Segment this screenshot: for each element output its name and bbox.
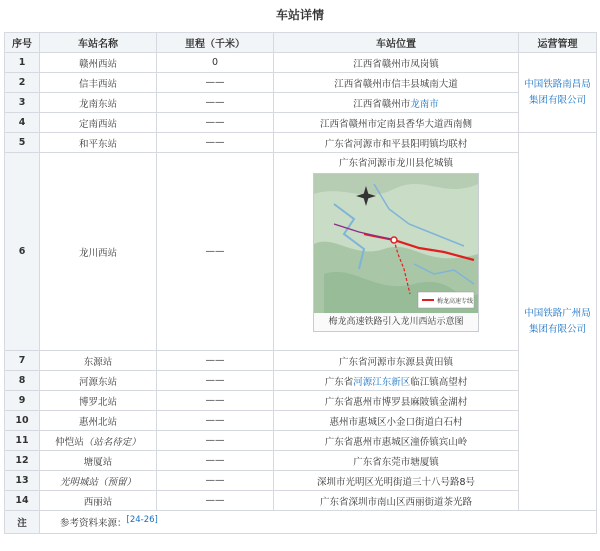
station-km: —— <box>157 411 274 431</box>
table-row <box>5 351 597 371</box>
reference-link[interactable]: [24-26] <box>126 515 158 525</box>
note-label: 注 <box>5 511 40 534</box>
table-row <box>5 113 597 133</box>
section-title: 车站详情 <box>275 8 324 22</box>
map-legend: 梅龙高速专线 <box>437 298 474 305</box>
station-km: —— <box>157 73 274 93</box>
station-km: —— <box>157 113 274 133</box>
station-location: 广东省河源市东源县黄田镇 <box>274 351 519 371</box>
station-km: —— <box>157 93 274 113</box>
station-name: 东源站 <box>40 351 157 371</box>
station-name <box>40 431 157 451</box>
header-name: 车站名称 <box>40 33 157 53</box>
row-number: 1 <box>5 53 40 73</box>
station-km: —— <box>157 451 274 471</box>
location-link[interactable]: 河源江东新区 <box>353 376 411 388</box>
table-row <box>5 411 597 431</box>
operator-guangzhou-link[interactable] <box>519 133 597 511</box>
station-km: —— <box>157 431 274 451</box>
station-location <box>274 371 519 391</box>
station-location: 广东省深圳市南山区西丽街道茶光路 <box>274 491 519 511</box>
table-row <box>5 73 597 93</box>
table-row <box>5 93 597 113</box>
table-row <box>5 471 597 491</box>
station-name: 河源东站 <box>40 371 157 391</box>
station-km: —— <box>157 471 274 491</box>
station-km: —— <box>157 351 274 371</box>
table-row <box>5 371 597 391</box>
table-row <box>5 491 597 511</box>
station-location: 广东省河源市和平县阳明镇均联村 <box>274 133 519 153</box>
table-row <box>5 133 597 153</box>
station-km: 0 <box>157 53 274 73</box>
table-row <box>5 391 597 411</box>
note-source <box>40 511 597 534</box>
table-header-row <box>5 33 597 53</box>
row-number: 13 <box>5 471 40 491</box>
row-number: 5 <box>5 133 40 153</box>
station-km: —— <box>157 133 274 153</box>
row-number: 10 <box>5 411 40 431</box>
location-text: 江西省赣州市 <box>353 98 411 110</box>
table-row <box>5 53 597 73</box>
station-name: 定南西站 <box>40 113 157 133</box>
station-location: 广东省惠州市惠城区潼侨镇宾山岭 <box>274 431 519 451</box>
station-location: 江西省赣州市定南县香华大道西南侧 <box>274 113 519 133</box>
station-name: 信丰西站 <box>40 73 157 93</box>
station-name: 龙川西站 <box>40 153 157 351</box>
station-name-note: （预留） <box>98 476 137 488</box>
station-name-note: （站名待定） <box>83 436 141 448</box>
row-number: 7 <box>5 351 40 371</box>
station-location: 惠州市惠城区小金口街道白石村 <box>274 411 519 431</box>
station-km: —— <box>157 491 274 511</box>
location-text: 广东省 <box>324 376 354 388</box>
station-name-text: 光明城站 <box>59 476 98 488</box>
station-name: 赣州西站 <box>40 53 157 73</box>
station-name: 博罗北站 <box>40 391 157 411</box>
station-table <box>4 32 597 534</box>
table-row <box>5 153 597 351</box>
station-location: 广东省东莞市塘厦镇 <box>274 451 519 471</box>
location-text: 广东省河源市龙川县佗城镇 <box>338 158 453 169</box>
table-row <box>5 431 597 451</box>
operator-nanchang-text[interactable]: 中国铁路南昌局集团有限公司 <box>524 78 591 106</box>
header-location: 车站位置 <box>274 33 519 53</box>
map-figure[interactable] <box>313 173 479 332</box>
row-number: 4 <box>5 113 40 133</box>
station-name: 西丽站 <box>40 491 157 511</box>
row-number: 2 <box>5 73 40 93</box>
row-number: 6 <box>5 153 40 351</box>
route-map-image[interactable] <box>314 174 478 313</box>
note-row <box>5 511 597 534</box>
header-km: 里程（千米） <box>157 33 274 53</box>
header-no: 序号 <box>5 33 40 53</box>
station-name: 龙南东站 <box>40 93 157 113</box>
header-operator: 运营管理 <box>519 33 597 53</box>
location-text: 临江镇高望村 <box>410 376 468 388</box>
table-row <box>5 451 597 471</box>
station-name-text: 仲恺站 <box>55 436 84 448</box>
row-number: 12 <box>5 451 40 471</box>
row-number: 8 <box>5 371 40 391</box>
station-name: 和平东站 <box>40 133 157 153</box>
location-link[interactable]: 龙南市 <box>410 98 439 110</box>
row-number: 3 <box>5 93 40 113</box>
row-number: 14 <box>5 491 40 511</box>
operator-guangzhou-text[interactable]: 中国铁路广州局集团有限公司 <box>524 307 591 335</box>
station-location: 广东省惠州市博罗县麻陂镇金湖村 <box>274 391 519 411</box>
station-location <box>274 93 519 113</box>
map-caption: 梅龙高速铁路引入龙川西站示意图 <box>328 317 464 327</box>
station-location: 江西省赣州市凤岗镇 <box>274 53 519 73</box>
station-name: 塘厦站 <box>40 451 157 471</box>
station-name: 惠州北站 <box>40 411 157 431</box>
station-name <box>40 471 157 491</box>
operator-nanchang-link[interactable] <box>519 53 597 133</box>
station-km: —— <box>157 153 274 351</box>
station-location: 深圳市光明区光明街道三十八号路8号 <box>274 471 519 491</box>
row-number: 9 <box>5 391 40 411</box>
station-km: —— <box>157 371 274 391</box>
station-km: —— <box>157 391 274 411</box>
row-number: 11 <box>5 431 40 451</box>
note-text: 参考资料来源： <box>60 518 127 529</box>
station-location <box>274 153 519 351</box>
station-location: 江西省赣州市信丰县城南大道 <box>274 73 519 93</box>
